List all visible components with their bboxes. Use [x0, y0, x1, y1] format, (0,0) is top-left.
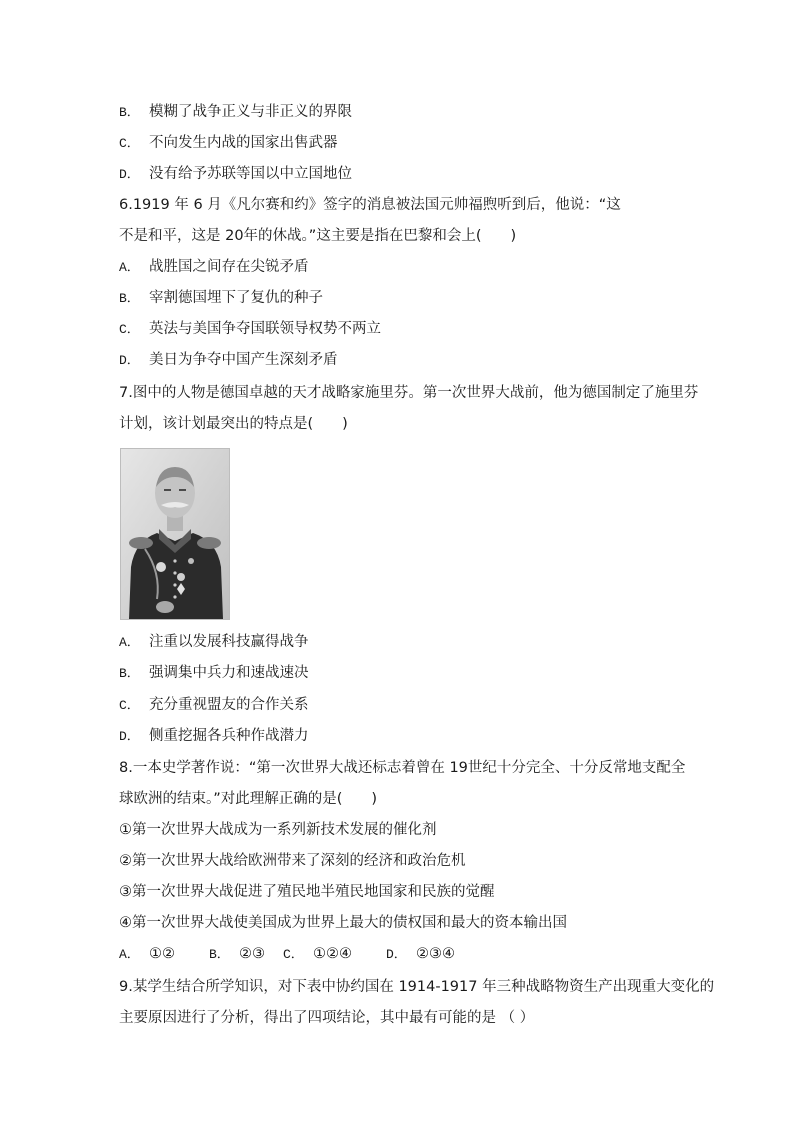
q7-option-b [119, 663, 309, 684]
q7-option-a [119, 632, 309, 653]
choice-label: C． [283, 947, 304, 962]
option-text: 宰割德国埋下了复仇的种子 [149, 290, 323, 306]
option-label: A． [119, 635, 140, 650]
q6-stem-line-1: 6.1919 年 6 月《凡尔赛和约》签字的消息被法国元帅福煦听到后，他说：“这 [119, 197, 621, 213]
q8-statement-3: ③第一次世界大战促进了殖民地半殖民地国家和民族的觉醒 [119, 884, 495, 900]
option-label: D． [119, 167, 140, 182]
q7-stem-line-1: 7.图中的人物是德国卓越的天才战略家施里芬。第一次世界大战前，他为德国制定了施里芬 [119, 385, 699, 401]
option-text: 美日为争夺中国产生深刻矛盾 [149, 352, 338, 368]
option-text: 不向发生内战的国家出售武器 [149, 135, 338, 151]
q5-option-b [119, 102, 352, 123]
q8-stem-line-1: 8.一本史学著作说：“第一次世界大战还标志着曾在 19世纪十分完全、十分反常地支配全 [119, 760, 686, 776]
q7-stem-line-2: 计划，该计划最突出的特点是( ) [119, 416, 348, 432]
option-text: 模糊了战争正义与非正义的界限 [149, 104, 352, 120]
option-label: B． [119, 105, 140, 120]
q8-statement-4: ④第一次世界大战使美国成为世界上最大的债权国和最大的资本输出国 [119, 915, 567, 931]
option-label: B． [119, 666, 140, 681]
option-label: C． [119, 136, 140, 151]
q6-option-a [119, 257, 309, 278]
q8-stem-line-2: 球欧洲的结束。”对此理解正确的是( ) [119, 791, 378, 807]
option-label: A． [119, 260, 140, 275]
choice-label: B． [209, 947, 230, 962]
option-text: 侧重挖掘各兵种作战潜力 [149, 728, 309, 744]
option-text: 注重以发展科技赢得战争 [149, 634, 309, 650]
choice-text: ①② [149, 946, 175, 962]
q6-option-c [119, 319, 381, 340]
option-label: B． [119, 291, 140, 306]
option-text: 没有给予苏联等国以中立国地位 [149, 166, 352, 182]
q6-option-b [119, 288, 323, 309]
q5-option-d [119, 164, 352, 185]
choice-text: ②③ [239, 946, 265, 962]
option-text: 英法与美国争夺国联领导权势不两立 [149, 321, 381, 337]
q5-option-c [119, 133, 338, 154]
option-text: 充分重视盟友的合作关系 [149, 697, 309, 713]
q6-option-d [119, 350, 338, 371]
option-label: D． [119, 729, 140, 744]
choice-label: A． [119, 947, 140, 962]
option-text: 战胜国之间存在尖锐矛盾 [149, 259, 309, 275]
option-text: 强调集中兵力和速战速决 [149, 665, 309, 681]
option-label: C． [119, 698, 140, 713]
option-label: C． [119, 322, 140, 337]
q8-statement-1: ①第一次世界大战成为一系列新技术发展的催化剂 [119, 822, 437, 838]
choice-text: ①②④ [313, 946, 352, 962]
q9-stem-line-2: 主要原因进行了分析，得出了四项结论，其中最有可能的是 （ ） [119, 1010, 535, 1026]
choice-text: ②③④ [416, 946, 455, 962]
choice-label: D． [386, 947, 407, 962]
q8-answer-choices [119, 944, 455, 965]
q9-stem-line-1: 9.某学生结合所学知识，对下表中协约国在 1914-1917 年三种战略物资生产出现重大变化的 [119, 979, 715, 995]
q6-stem-line-2: 不是和平，这是 20年的休战。”这主要是指在巴黎和会上( ) [119, 228, 517, 244]
option-label: D． [119, 353, 140, 368]
q8-statement-2: ②第一次世界大战给欧洲带来了深刻的经济和政治危机 [119, 853, 466, 869]
q7-option-c [119, 695, 309, 716]
schlieffen-portrait-image [120, 448, 230, 620]
q7-option-d [119, 726, 309, 747]
